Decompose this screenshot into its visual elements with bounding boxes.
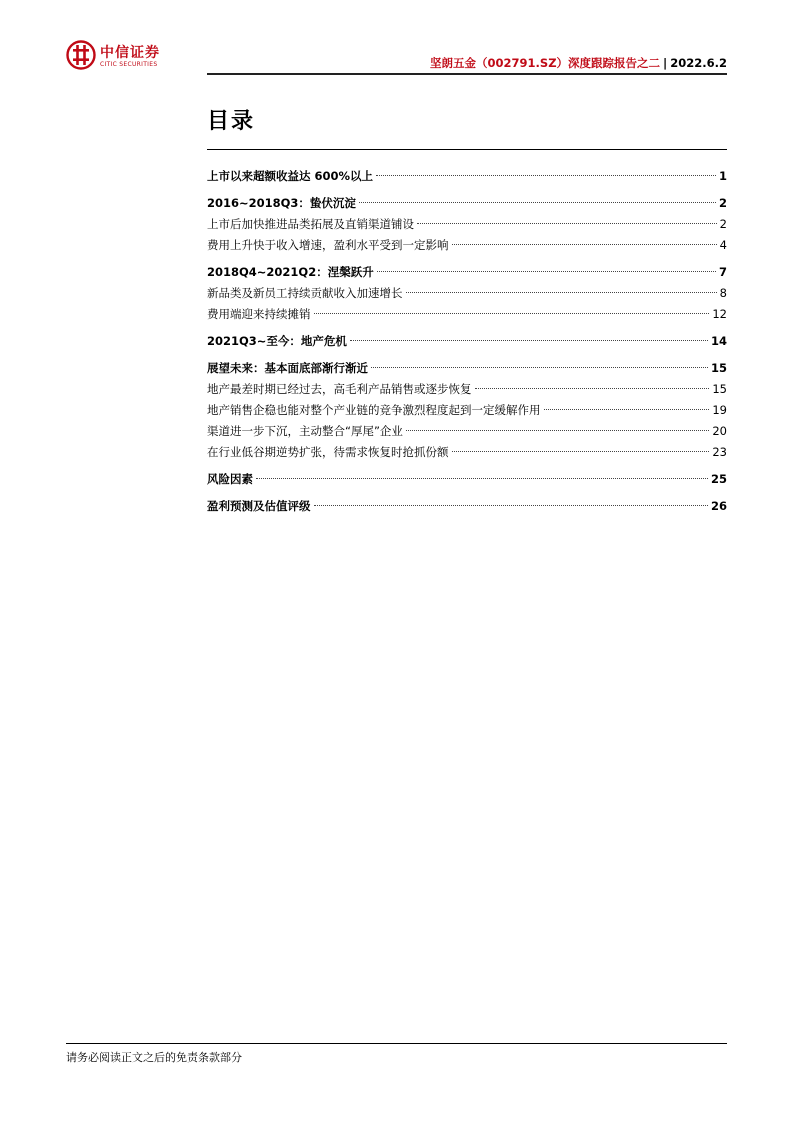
toc-leader-dots: [417, 223, 717, 224]
toc-leader-dots: [452, 451, 710, 452]
toc-leader-dots: [359, 202, 716, 203]
toc-entry[interactable]: [207, 330, 727, 352]
toc-title-rule: [207, 149, 727, 150]
toc-entry-text: 2021Q3~至今：地产危机: [207, 334, 347, 348]
toc-entry[interactable]: [207, 165, 727, 187]
toc-entry-text: 展望未来：基本面底部渐行渐近: [207, 361, 368, 375]
toc-title: 目录: [207, 109, 256, 134]
toc-subentry[interactable]: [207, 304, 727, 325]
citic-securities-logo: [66, 40, 176, 74]
toc-entry-page: 2: [719, 217, 727, 231]
toc-entry-page: 2: [718, 196, 727, 210]
report-title: 坚朗五金（002791.SZ）深度跟踪报告之二: [430, 56, 661, 70]
logo-chinese-text: 中信证券: [100, 45, 160, 61]
toc-entry-text: 风险因素: [207, 472, 253, 486]
footer-disclaimer: 请务必阅读正文之后的免责条款部分: [66, 1051, 242, 1064]
toc-leader-dots: [314, 505, 708, 506]
toc-leader-dots: [406, 292, 717, 293]
toc-subentry[interactable]: [207, 442, 727, 463]
toc-entry-text: 费用端迎来持续摊销: [207, 307, 311, 321]
citic-logo-icon: [66, 40, 96, 70]
header-divider: [207, 73, 727, 75]
toc-leader-dots: [371, 367, 708, 368]
toc-entry[interactable]: [207, 357, 727, 379]
toc-leader-dots: [406, 430, 709, 431]
toc-entry[interactable]: [207, 261, 727, 283]
toc-entry-page: 12: [712, 307, 727, 321]
toc-entry[interactable]: [207, 495, 727, 517]
toc-leader-dots: [376, 175, 716, 176]
toc-entry-page: 7: [718, 265, 727, 279]
toc-entry[interactable]: [207, 468, 727, 490]
header-separator: |: [663, 56, 668, 70]
toc-leader-dots: [256, 478, 708, 479]
footer-divider: [66, 1043, 727, 1044]
toc-entry-page: 14: [710, 334, 727, 348]
toc-subentry[interactable]: [207, 235, 727, 256]
toc-entry-text: 上市以来超额收益达 600%以上: [207, 169, 374, 183]
toc-subentry[interactable]: [207, 214, 727, 235]
report-date: 2022.6.2: [670, 56, 727, 70]
table-of-contents: [207, 165, 727, 517]
toc-entry-page: 4: [719, 238, 727, 252]
toc-entry-page: 20: [712, 424, 727, 438]
toc-entry-text: 盈利预测及估值评级: [207, 499, 311, 513]
toc-entry-page: 25: [710, 472, 727, 486]
toc-entry-text: 在行业低谷期逆势扩张，待需求恢复时抢抓份额: [207, 445, 449, 459]
toc-entry-text: 费用上升快于收入增速，盈利水平受到一定影响: [207, 238, 449, 252]
toc-entry-text: 上市后加快推进品类拓展及直销渠道铺设: [207, 217, 414, 231]
toc-entry-page: 15: [710, 361, 727, 375]
toc-entry-text: 地产销售企稳也能对整个产业链的竞争激烈程度起到一定缓解作用: [207, 403, 541, 417]
toc-entry-page: 23: [712, 445, 727, 459]
logo-english-text: CITIC SECURITIES: [100, 61, 158, 68]
toc-leader-dots: [314, 313, 710, 314]
toc-subentry[interactable]: [207, 379, 727, 400]
toc-subentry[interactable]: [207, 400, 727, 421]
toc-entry[interactable]: [207, 192, 727, 214]
toc-leader-dots: [377, 271, 716, 272]
toc-subentry[interactable]: [207, 283, 727, 304]
toc-leader-dots: [452, 244, 717, 245]
toc-leader-dots: [475, 388, 710, 389]
page-header: [0, 0, 793, 80]
toc-entry-text: 地产最差时期已经过去，高毛利产品销售或逐步恢复: [207, 382, 472, 396]
toc-entry-page: 26: [710, 499, 727, 513]
toc-leader-dots: [350, 340, 708, 341]
toc-entry-text: 2016~2018Q3：蛰伏沉淀: [207, 196, 356, 210]
toc-entry-page: 19: [712, 403, 727, 417]
toc-entry-page: 15: [712, 382, 727, 396]
report-info: [430, 55, 727, 71]
toc-entry-page: 8: [719, 286, 727, 300]
toc-entry-text: 新品类及新员工持续贡献收入加速增长: [207, 286, 403, 300]
toc-subentry[interactable]: [207, 421, 727, 442]
toc-entry-text: 2018Q4~2021Q2：涅槃跃升: [207, 265, 374, 279]
toc-entry-page: 1: [718, 169, 727, 183]
toc-entry-text: 渠道进一步下沉，主动整合“厚尾”企业: [207, 424, 403, 438]
toc-leader-dots: [544, 409, 710, 410]
